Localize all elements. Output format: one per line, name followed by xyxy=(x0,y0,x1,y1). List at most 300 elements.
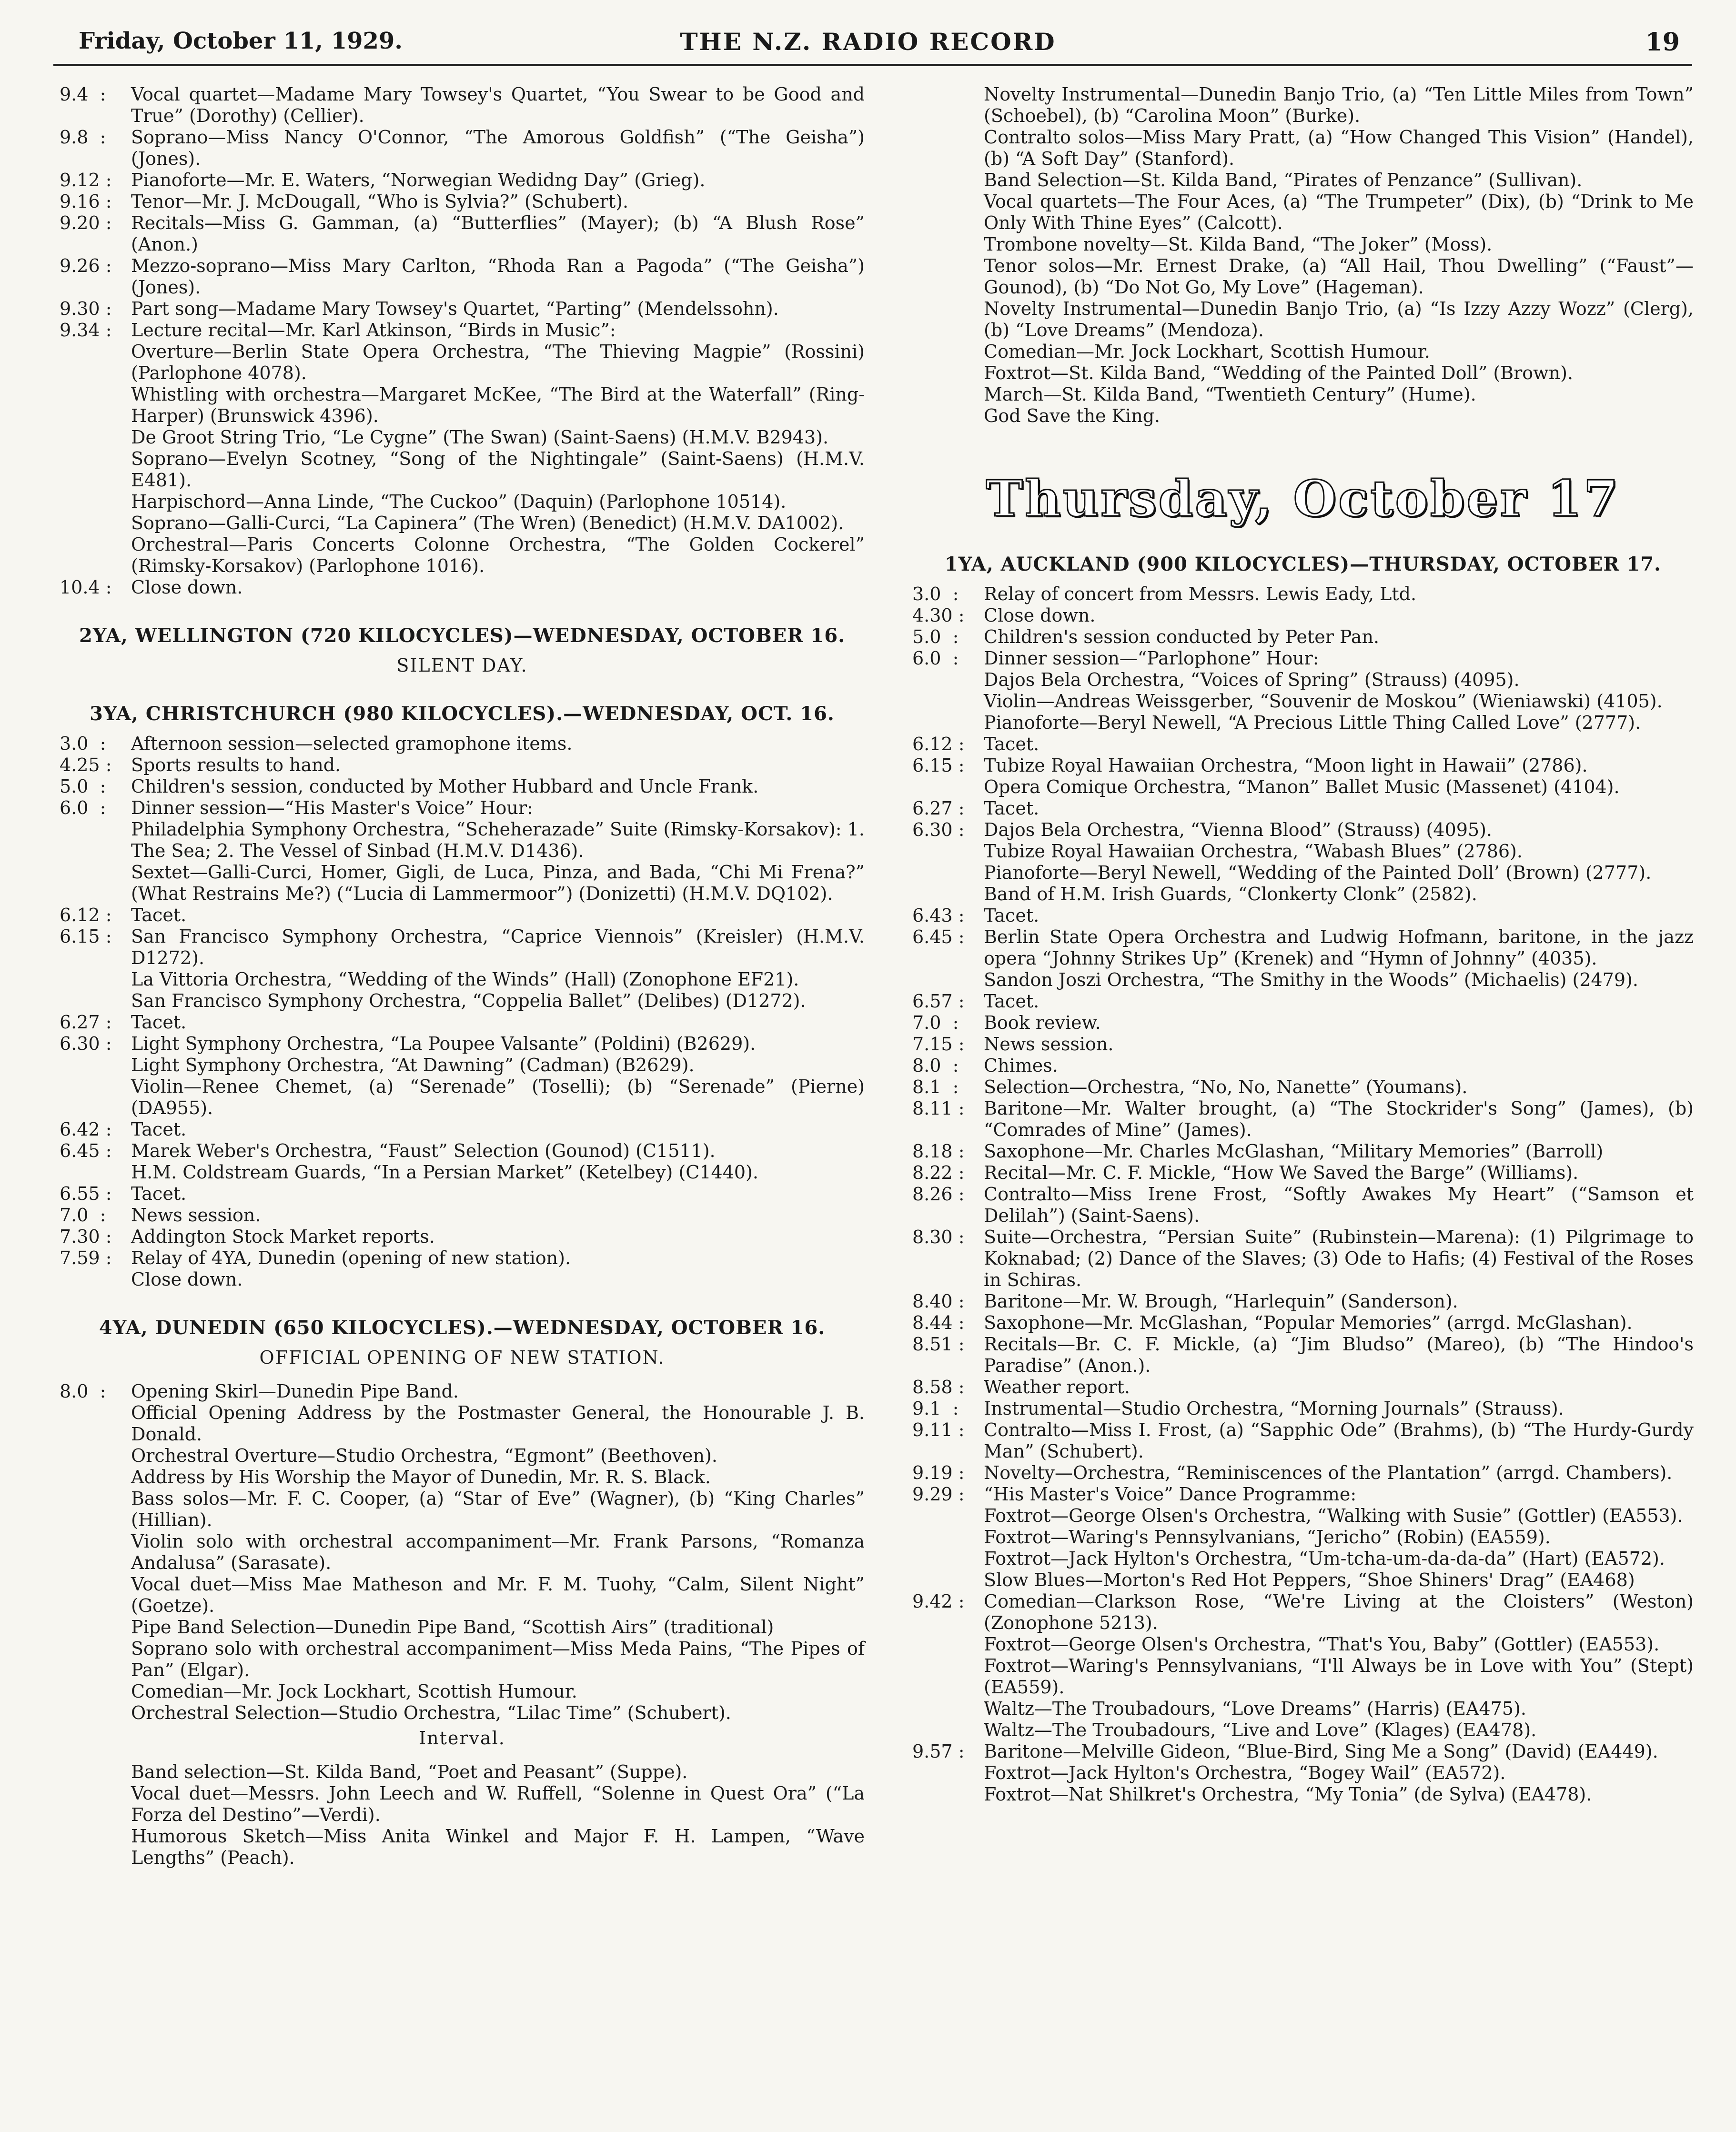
entry-time: 9.4 : xyxy=(60,84,112,105)
entry-time xyxy=(912,776,984,798)
entry-time: 9.42 : xyxy=(912,1591,970,1612)
entry-text: Dajos Bela Orchestra, “Voices of Spring” (Strauss) (4095). xyxy=(984,669,1520,690)
entry-time: 6.12 : xyxy=(912,734,970,754)
programme-entry xyxy=(60,534,865,577)
programme-entry xyxy=(912,712,1694,734)
programme-entry xyxy=(60,1269,865,1290)
entry-text: Foxtrot—Waring's Pennsylvanians, “I'll Always be in Love with You” (Stept) (EA559). xyxy=(984,1655,1694,1698)
programme-entry xyxy=(60,1012,865,1033)
programme-entry xyxy=(60,1162,865,1183)
entry-text: Novelty Instrumental—Dunedin Banjo Trio, (a) “Is Izzy Azzy Wozz” (Clerg), (b) “Love Dreams” (Mendoza). xyxy=(984,298,1694,341)
programme-entry xyxy=(912,405,1694,427)
entry-time xyxy=(912,234,984,255)
entry-text: “His Master's Voice” Dance Programme: xyxy=(984,1484,1357,1505)
entry-time: 7.0 : xyxy=(912,1012,965,1033)
entry-time xyxy=(60,1681,131,1702)
entry-time xyxy=(60,1076,131,1119)
programme-entry xyxy=(60,1826,865,1869)
programme-entry xyxy=(912,1398,1694,1419)
programme-entry xyxy=(912,1012,1694,1034)
programme-entry xyxy=(912,862,1694,884)
right-column xyxy=(912,84,1694,1805)
entry-text: Pianoforte—Mr. E. Waters, “Norwegian Wedidng Day” (Grieg). xyxy=(131,170,706,191)
entry-text: Baritone—Mr. W. Brough, “Harlequin” (Sanderson). xyxy=(984,1291,1458,1312)
entry-time: 10.4 : xyxy=(60,577,118,598)
station-heading: 2YA, WELLINGTON (720 KILOCYCLES)—WEDNESDAY, OCTOBER 16. xyxy=(79,624,845,647)
entry-text: Band selection—St. Kilda Band, “Poet and Peasant” (Suppe). xyxy=(131,1761,688,1782)
entry-text: De Groot String Trio, “Le Cygne” (The Swan) (Saint-Saens) (H.M.V. B2943). xyxy=(131,427,829,448)
entry-text: Sports results to hand. xyxy=(131,754,341,775)
entry-time: 8.44 : xyxy=(912,1312,970,1333)
entry-text: Tacet. xyxy=(984,798,1040,819)
programme-entry xyxy=(60,84,865,127)
programme-entry xyxy=(60,1033,865,1055)
programme-entry xyxy=(60,191,865,212)
entry-text: Soprano—Galli-Curci, “La Capinera” (The Wren) (Benedict) (H.M.V. DA1002). xyxy=(131,513,844,533)
programme-entry xyxy=(912,819,1694,841)
entry-text: Pianoforte—Beryl Newell, “Wedding of the Painted Doll’ (Brown) (2777). xyxy=(984,862,1652,883)
programme-entry xyxy=(60,491,865,513)
station-heading: 1YA, AUCKLAND (900 KILOCYCLES)—THURSDAY, OCTOBER 17. xyxy=(944,553,1662,575)
entry-text: San Francisco Symphony Orchestra, “Coppelia Ballet” (Delibes) (D1272). xyxy=(131,990,806,1011)
entry-text: Vocal duet—Messrs. John Leech and W. Ruffell, “Solenne in Quest Ora” (“La Forza del Destino”—Verdi). xyxy=(131,1783,865,1825)
programme-entry xyxy=(912,1377,1694,1398)
programme-entry xyxy=(60,255,865,298)
entry-text: Tacet. xyxy=(984,991,1040,1012)
programme-entry xyxy=(912,1548,1694,1569)
programme-entry xyxy=(912,1034,1694,1055)
programme-entry xyxy=(912,1741,1694,1762)
programme-entry xyxy=(912,841,1694,862)
entry-time: 9.57 : xyxy=(912,1741,970,1762)
programme-entry xyxy=(60,1467,865,1488)
entry-time xyxy=(60,513,131,534)
programme-entry xyxy=(912,734,1694,755)
entry-time xyxy=(912,691,984,712)
entry-text: Relay of 4YA, Dunedin (opening of new station). xyxy=(131,1247,571,1268)
entry-time xyxy=(60,1531,131,1574)
entry-time: 6.43 : xyxy=(912,905,970,926)
entry-time xyxy=(60,1574,131,1617)
entry-text: Chimes. xyxy=(984,1055,1058,1076)
entry-time xyxy=(912,1634,984,1655)
entry-time: 7.30 : xyxy=(60,1226,118,1247)
entry-time: 6.45 : xyxy=(912,926,970,947)
programme-entry xyxy=(912,1527,1694,1548)
programme-entry xyxy=(912,1698,1694,1720)
section-subheading: Interval. xyxy=(419,1728,505,1749)
programme-entry xyxy=(912,798,1694,819)
entry-time: 7.15 : xyxy=(912,1034,970,1055)
programme-entry xyxy=(60,754,865,776)
entry-text: Vocal duet—Miss Mae Matheson and Mr. F. M. Tuohy, “Calm, Silent Night” (Goetze). xyxy=(131,1574,865,1616)
programme-entry xyxy=(60,733,865,754)
entry-time: 6.0 : xyxy=(60,797,112,818)
entry-text: Tubize Royal Hawaiian Orchestra, “Wabash Blues” (2786). xyxy=(984,841,1523,862)
entry-text: Tacet. xyxy=(984,905,1040,926)
entry-time: 8.18 : xyxy=(912,1141,970,1162)
programme-entry xyxy=(912,583,1694,605)
entry-text: Trombone novelty—St. Kilda Band, “The Joker” (Moss). xyxy=(984,234,1493,255)
entry-text: Waltz—The Troubadours, “Live and Love” (Klages) (EA478). xyxy=(984,1720,1537,1740)
entry-text: Opera Comique Orchestra, “Manon” Ballet Music (Massenet) (4104). xyxy=(984,776,1620,797)
entry-time xyxy=(912,1698,984,1720)
entry-text: La Vittoria Orchestra, “Wedding of the Winds” (Hall) (Zonophone EF21). xyxy=(131,969,799,990)
entry-text: March—St. Kilda Band, “Twentieth Century” (Hume). xyxy=(984,384,1476,405)
programme-entry xyxy=(60,448,865,491)
entry-time xyxy=(60,1617,131,1638)
programme-entry xyxy=(912,234,1694,255)
entry-text: Berlin State Opera Orchestra and Ludwig Hofmann, baritone, in the jazz opera “Johnny Strikes Up” (Krenek) and “Hymn of Johnny” (4035). xyxy=(984,926,1694,969)
entry-text: Saxophone—Mr. McGlashan, “Popular Memories” (arrgd. McGlashan). xyxy=(984,1312,1633,1333)
entry-text: Foxtrot—St. Kilda Band, “Wedding of the Painted Doll” (Brown). xyxy=(984,362,1574,383)
programme-entry xyxy=(60,1574,865,1617)
entry-time xyxy=(912,298,984,341)
entry-text: Official Opening Address by the Postmaster General, the Honourable J. B. Donald. xyxy=(131,1402,865,1445)
programme-entry xyxy=(912,1505,1694,1527)
entry-time: 4.30 : xyxy=(912,605,970,626)
entry-text: Children's session conducted by Peter Pan. xyxy=(984,626,1380,647)
header-rule xyxy=(53,64,1692,66)
programme-entry xyxy=(60,577,865,598)
entry-text: Band of H.M. Irish Guards, “Clonkerty Clonk” (2582). xyxy=(984,884,1477,905)
programme-entry xyxy=(60,212,865,255)
programme-entry xyxy=(912,1569,1694,1591)
programme-entry xyxy=(912,191,1694,234)
entry-text: Recitals—Miss G. Gamman, (a) “Butterflies” (Mayer); (b) “A Blush Rose” (Anon.) xyxy=(131,212,865,255)
entry-text: Relay of concert from Messrs. Lewis Eady, Ltd. xyxy=(984,583,1417,604)
programme-entry xyxy=(60,1055,865,1076)
entry-text: Waltz—The Troubadours, “Love Dreams” (Harris) (EA475). xyxy=(984,1698,1526,1719)
programme-entry xyxy=(912,127,1694,170)
entry-text: Tacet. xyxy=(984,734,1040,754)
entry-time: 8.26 : xyxy=(912,1184,970,1205)
entry-time xyxy=(912,1505,984,1527)
entry-time: 9.11 : xyxy=(912,1419,970,1440)
programme-entry xyxy=(60,1247,865,1269)
station-heading: 3YA, CHRISTCHURCH (980 KILOCYCLES).—WEDNESDAY, OCT. 16. xyxy=(90,703,835,725)
programme-entry xyxy=(60,1638,865,1681)
entry-text: Tubize Royal Hawaiian Orchestra, “Moon light in Hawaii” (2786). xyxy=(984,755,1588,776)
entry-text: Recitals—Br. C. F. Mickle, (a) “Jim Bludso” (Mareo), (b) “The Hindoo's Paradise” (Anon.). xyxy=(984,1334,1694,1376)
programme-entry xyxy=(912,905,1694,926)
entry-time xyxy=(912,384,984,405)
entry-time: 9.1 : xyxy=(912,1398,965,1419)
programme-entry xyxy=(60,1681,865,1702)
programme-entry xyxy=(60,862,865,905)
entry-time: 3.0 : xyxy=(60,733,112,754)
entry-time: 8.40 : xyxy=(912,1291,970,1312)
entry-time: 9.30 : xyxy=(60,298,118,319)
entry-text: Dinner session—“His Master's Voice” Hour: xyxy=(131,797,533,818)
entry-time: 5.0 : xyxy=(60,776,112,797)
entry-text: Foxtrot—Jack Hylton's Orchestra, “Um-tcha-um-da-da-da” (Hart) (EA572). xyxy=(984,1548,1665,1569)
programme-entry xyxy=(60,341,865,384)
entry-time: 7.0 : xyxy=(60,1205,112,1226)
entry-time xyxy=(60,1269,131,1290)
entry-time: 8.51 : xyxy=(912,1334,970,1355)
entry-time: 6.42 : xyxy=(60,1119,118,1140)
programme-entry xyxy=(912,1098,1694,1141)
entry-text: Harpischord—Anna Linde, “The Cuckoo” (Daquin) (Parlophone 10514). xyxy=(131,491,787,512)
entry-time xyxy=(912,669,984,691)
programme-entry xyxy=(912,1655,1694,1698)
programme-entry xyxy=(912,1312,1694,1334)
entry-time: 8.58 : xyxy=(912,1377,970,1398)
entry-text: Tacet. xyxy=(131,905,187,925)
entry-text: Whistling with orchestra—Margaret McKee, “The Bird at the Waterfall” (Ring-Harper) (Brunswick 4396). xyxy=(131,384,865,426)
entry-text: Tacet. xyxy=(131,1119,187,1140)
entry-text: Philadelphia Symphony Orchestra, “Scheherazade” Suite (Rimsky-Korsakov): 1. The Sea; 2. The Vessel of Sinbad (H.M.V. D1436). xyxy=(131,819,865,861)
entry-text: Soprano—Miss Nancy O'Connor, “The Amorous Goldfish” (“The Geisha”) (Jones). xyxy=(131,127,865,169)
programme-entry xyxy=(912,776,1694,798)
programme-entry xyxy=(912,84,1694,127)
programme-entry xyxy=(912,1076,1694,1098)
entry-time xyxy=(912,127,984,170)
entry-time xyxy=(912,1548,984,1569)
entry-time: 9.12 : xyxy=(60,170,118,191)
programme-entry xyxy=(60,298,865,320)
entry-text: Foxtrot—George Olsen's Orchestra, “That's You, Baby” (Gottler) (EA553). xyxy=(984,1634,1660,1655)
entry-text: Foxtrot—Waring's Pennsylvanians, “Jericho” (Robin) (EA559). xyxy=(984,1527,1551,1548)
entry-time: 8.0 : xyxy=(912,1055,965,1076)
entry-time: 9.19 : xyxy=(912,1462,970,1483)
entry-time: 8.22 : xyxy=(912,1162,970,1183)
entry-time: 6.30 : xyxy=(912,819,970,840)
programme-entry xyxy=(60,127,865,170)
programme-entry xyxy=(912,170,1694,191)
entry-text: Humorous Sketch—Miss Anita Winkel and Major F. H. Lampen, “Wave Lengths” (Peach). xyxy=(131,1826,865,1868)
entry-time xyxy=(60,969,131,990)
entry-time: 9.29 : xyxy=(912,1484,970,1505)
entry-time xyxy=(912,841,984,862)
entry-text: Violin—Andreas Weissgerber, “Souvenir de Moskou” (Wieniawski) (4105). xyxy=(984,691,1663,712)
programme-entry xyxy=(912,1591,1694,1634)
entry-time xyxy=(912,1527,984,1548)
entry-time xyxy=(60,491,131,513)
entry-time xyxy=(912,405,984,427)
entry-time xyxy=(912,341,984,362)
entry-time xyxy=(60,448,131,491)
entry-text: Instrumental—Studio Orchestra, “Morning Journals” (Strauss). xyxy=(984,1398,1564,1419)
programme-entry xyxy=(60,384,865,427)
programme-entry xyxy=(912,298,1694,341)
entry-time: 5.0 : xyxy=(912,626,965,647)
entry-text: Opening Skirl—Dunedin Pipe Band. xyxy=(131,1381,459,1402)
entry-time xyxy=(912,84,984,127)
entry-time: 8.0 : xyxy=(60,1381,112,1402)
entry-time xyxy=(60,990,131,1012)
entry-text: Violin—Renee Chemet, (a) “Serenade” (Toselli); (b) “Serenade” (Pierne) (DA955). xyxy=(131,1076,865,1118)
programme-entry xyxy=(912,926,1694,969)
entry-time xyxy=(60,427,131,448)
entry-time: 6.57 : xyxy=(912,991,970,1012)
entry-text: Vocal quartet—Madame Mary Towsey's Quartet, “You Swear to be Good and True” (Dorothy) (Cellier). xyxy=(131,84,865,126)
entry-text: Dajos Bela Orchestra, “Vienna Blood” (Strauss) (4095). xyxy=(984,819,1492,840)
entry-text: News session. xyxy=(131,1205,261,1226)
entry-time xyxy=(60,819,131,862)
entry-text: Overture—Berlin State Opera Orchestra, “The Thieving Magpie” (Rossini) (Parlophone 4078). xyxy=(131,341,865,383)
entry-time xyxy=(912,1569,984,1591)
programme-entry xyxy=(912,969,1694,991)
entry-time xyxy=(60,1638,131,1681)
entry-text: Suite—Orchestra, “Persian Suite” (Rubinstein—Marena): (1) Pilgrimage to Koknabad; (2) Dance of the Slaves; (3) Ode to Hafis; (4) Festival of the Roses in Schiras. xyxy=(984,1227,1694,1290)
page-number: 19 xyxy=(1645,28,1680,57)
entry-time: 8.11 : xyxy=(912,1098,970,1119)
entry-time xyxy=(60,341,131,384)
entry-text: San Francisco Symphony Orchestra, “Caprice Viennois” (Kreisler) (H.M.V. D1272). xyxy=(131,926,865,968)
entry-time xyxy=(60,1702,131,1724)
entry-time xyxy=(912,969,984,991)
entry-text: Orchestral Selection—Studio Orchestra, “Lilac Time” (Schubert). xyxy=(131,1702,731,1723)
programme-entry xyxy=(60,1445,865,1467)
entry-time xyxy=(60,1488,131,1531)
entry-text: Recital—Mr. C. F. Mickle, “How We Saved the Barge” (Williams). xyxy=(984,1162,1579,1183)
entry-time xyxy=(912,884,984,905)
programme-entry xyxy=(60,1617,865,1638)
programme-entry xyxy=(912,362,1694,384)
entry-time xyxy=(912,862,984,884)
entry-text: Contralto—Miss I. Frost, (a) “Sapphic Ode” (Brahms), (b) “The Hurdy-Gurdy Man” (Schubert). xyxy=(984,1419,1694,1462)
entry-text: Foxtrot—George Olsen's Orchestra, “Walking with Susie” (Gottler) (EA553). xyxy=(984,1505,1683,1526)
entry-text: Comedian—Mr. Jock Lockhart, Scottish Humour. xyxy=(131,1681,577,1702)
entry-time: 6.0 : xyxy=(912,648,965,669)
entry-time: 9.16 : xyxy=(60,191,118,212)
entry-text: Tacet. xyxy=(131,1012,187,1033)
entry-text: Sextet—Galli-Curci, Homer, Gigli, de Luca, Pinza, and Bada, “Chi Mi Frena?” (What Restrains Me?) (“Lucia di Lammermoor”) (Donizetti) (H.M.V. DQ102). xyxy=(131,862,865,904)
entry-text: Close down. xyxy=(984,605,1096,626)
entry-text: Lecture recital—Mr. Karl Atkinson, “Birds in Music”: xyxy=(131,320,616,341)
entry-time: 6.30 : xyxy=(60,1033,118,1054)
entry-text: Close down. xyxy=(131,577,243,598)
entry-time: 3.0 : xyxy=(912,583,965,604)
entry-text: Pianoforte—Beryl Newell, “A Precious Little Thing Called Love” (2777). xyxy=(984,712,1641,733)
entry-time xyxy=(60,1826,131,1869)
programme-entry xyxy=(912,884,1694,905)
programme-entry xyxy=(912,1227,1694,1291)
programme-entry xyxy=(60,1226,865,1247)
entry-time xyxy=(60,1055,131,1076)
entry-time xyxy=(60,1162,131,1183)
publication-title: THE N.Z. RADIO RECORD xyxy=(680,28,1056,56)
issue-date: Friday, October 11, 1929. xyxy=(79,28,403,54)
entry-time xyxy=(60,534,131,577)
entry-text: Book review. xyxy=(984,1012,1101,1033)
programme-entry xyxy=(912,1055,1694,1076)
entry-text: Weather report. xyxy=(984,1377,1130,1398)
entry-time xyxy=(912,1784,984,1805)
entry-time xyxy=(60,1761,131,1783)
entry-time xyxy=(60,384,131,427)
section-subheading: OFFICIAL OPENING OF NEW STATION. xyxy=(259,1347,665,1368)
entry-text: Novelty Instrumental—Dunedin Banjo Trio, (a) “Ten Little Miles from Town” (Schoebel), (b) “Carolina Moon” (Burke). xyxy=(984,84,1694,126)
programme-entry xyxy=(912,1291,1694,1312)
entry-time: 6.27 : xyxy=(912,798,970,819)
entry-time xyxy=(912,1762,984,1784)
entry-text: Novelty—Orchestra, “Reminiscences of the Plantation” (arrgd. Chambers). xyxy=(984,1462,1673,1483)
page-header xyxy=(0,0,1736,67)
entry-text: Vocal quartets—The Four Aces, (a) “The Trumpeter” (Dix), (b) “Drink to Me Only With Thine Eyes” (Calcott). xyxy=(984,191,1694,233)
programme-entry xyxy=(60,1205,865,1226)
programme-entry xyxy=(60,513,865,534)
programme-entry xyxy=(912,991,1694,1012)
entry-text: Violin solo with orchestral accompaniment—Mr. Frank Parsons, “Romanza Andalusa” (Sarasate). xyxy=(131,1531,865,1573)
entry-time: 6.55 : xyxy=(60,1183,118,1204)
programme-entry xyxy=(60,1402,865,1445)
entry-time: 6.27 : xyxy=(60,1012,118,1033)
entry-time: 9.20 : xyxy=(60,212,118,233)
programme-entry xyxy=(912,648,1694,669)
entry-text: Pipe Band Selection—Dunedin Pipe Band, “Scottish Airs” (traditional) xyxy=(131,1617,774,1638)
entry-text: God Save the King. xyxy=(984,405,1161,426)
programme-entry xyxy=(60,797,865,819)
entry-text: Saxophone—Mr. Charles McGlashan, “Military Memories” (Barroll) xyxy=(984,1141,1604,1162)
entry-time xyxy=(912,362,984,384)
station-heading: 4YA, DUNEDIN (650 KILOCYCLES).—WEDNESDAY, OCTOBER 16. xyxy=(99,1317,826,1339)
programme-entry xyxy=(60,1140,865,1162)
entry-time: 9.8 : xyxy=(60,127,112,148)
entry-text: Marek Weber's Orchestra, “Faust” Selection (Gounod) (C1511). xyxy=(131,1140,716,1161)
entry-time: 9.34 : xyxy=(60,320,118,341)
programme-entry xyxy=(912,669,1694,691)
programme-entry xyxy=(60,969,865,990)
entry-text: Contralto solos—Miss Mary Pratt, (a) “How Changed This Vision” (Handel), (b) “A Soft Day” (Stanford). xyxy=(984,127,1694,169)
entry-text: Band Selection—St. Kilda Band, “Pirates of Penzance” (Sullivan). xyxy=(984,170,1583,191)
programme-entry xyxy=(60,776,865,797)
entry-time: 8.1 : xyxy=(912,1076,965,1097)
entry-time xyxy=(912,1655,984,1698)
programme-entry xyxy=(60,990,865,1012)
entry-time xyxy=(60,1402,131,1445)
programme-entry xyxy=(912,384,1694,405)
entry-text: Foxtrot—Nat Shilkret's Orchestra, “My Tonia” (de Sylva) (EA478). xyxy=(984,1784,1592,1805)
entry-text: Comedian—Mr. Jock Lockhart, Scottish Humour. xyxy=(984,341,1430,362)
entry-text: Contralto—Miss Irene Frost, “Softly Awakes My Heart” (“Samson et Delilah”) (Saint-Saens). xyxy=(984,1184,1694,1226)
entry-time xyxy=(912,1720,984,1741)
entry-time: 4.25 : xyxy=(60,754,118,775)
entry-text: Mezzo-soprano—Miss Mary Carlton, “Rhoda Ran a Pagoda” (“The Geisha”) (Jones). xyxy=(131,255,865,298)
entry-time xyxy=(912,191,984,234)
entry-text: Light Symphony Orchestra, “At Dawning” (Cadman) (B2629). xyxy=(131,1055,695,1076)
entry-text: Afternoon session—selected gramophone items. xyxy=(131,733,573,754)
entry-text: Foxtrot—Jack Hylton's Orchestra, “Bogey Wail” (EA572). xyxy=(984,1762,1506,1783)
entry-time xyxy=(60,862,131,905)
entry-text: Slow Blues—Morton's Red Hot Peppers, “Shoe Shiners' Drag” (EA468) xyxy=(984,1569,1635,1590)
entry-text: Children's session, conducted by Mother Hubbard and Uncle Frank. xyxy=(131,776,759,797)
entry-text: Comedian—Clarkson Rose, “We're Living at the Cloisters” (Weston) (Zonophone 5213). xyxy=(984,1591,1694,1633)
programme-entry xyxy=(60,1531,865,1574)
entry-text: Address by His Worship the Mayor of Dunedin, Mr. R. S. Black. xyxy=(131,1467,711,1488)
left-column xyxy=(60,84,865,1869)
programme-entry xyxy=(912,341,1694,362)
programme-entry xyxy=(912,1141,1694,1162)
entry-time xyxy=(60,1467,131,1488)
entry-text: Soprano solo with orchestral accompaniment—Miss Meda Pains, “The Pipes of Pan” (Elgar). xyxy=(131,1638,865,1680)
programme-entry xyxy=(912,755,1694,776)
entry-text: Close down. xyxy=(131,1269,243,1290)
entry-text: Addington Stock Market reports. xyxy=(131,1226,435,1247)
entry-time xyxy=(912,712,984,734)
programme-entry xyxy=(60,819,865,862)
programme-entry xyxy=(60,926,865,969)
entry-text: Tenor—Mr. J. McDougall, “Who is Sylvia?” (Schubert). xyxy=(131,191,629,212)
programme-entry xyxy=(912,1184,1694,1227)
programme-entry xyxy=(60,1381,865,1402)
entry-text: Orchestral Overture—Studio Orchestra, “Egmont” (Beethoven). xyxy=(131,1445,717,1466)
entry-time xyxy=(60,1445,131,1467)
programme-entry xyxy=(60,170,865,191)
programme-entry xyxy=(60,1076,865,1119)
